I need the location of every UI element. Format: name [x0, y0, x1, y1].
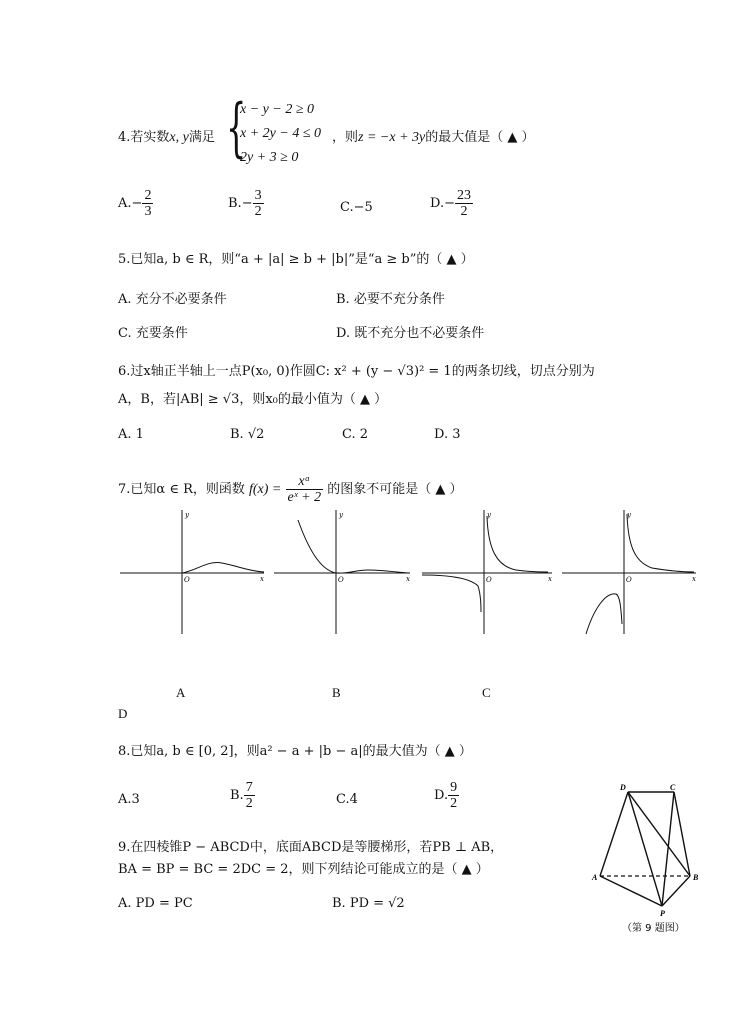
- q4-ineq1: x − y − 2 ≥ 0: [240, 102, 315, 117]
- q9-option-a: A. PD = PC: [118, 896, 193, 911]
- frac-num: 9: [450, 780, 458, 795]
- option-letter: A.: [118, 792, 132, 807]
- q9-pyramid-figure: [590, 780, 708, 940]
- curve: [182, 562, 264, 573]
- q4-mid: 满足: [188, 130, 215, 145]
- q4-option-d: [430, 188, 473, 219]
- option-sign: −: [241, 196, 253, 211]
- q7-graph-b: [272, 508, 414, 638]
- option-sign: −: [444, 196, 455, 211]
- option-fraction: [448, 780, 459, 811]
- q4-target: z = −x + 3y: [358, 130, 426, 145]
- q4-option-c: [340, 200, 373, 215]
- q5-option-c: C. 充要条件: [118, 326, 188, 341]
- frac-num: 3: [254, 188, 262, 203]
- frac-den: 2: [245, 796, 253, 811]
- q4-pre: 4.若实数: [118, 130, 170, 145]
- q6-line1: 6.过x轴正半轴上一点P(x₀, 0)作圆C: x² + (y − √3)² = 1的两条切线，切点分别为: [118, 364, 595, 379]
- option-letter: B.: [228, 196, 242, 211]
- option-letter: C.: [340, 200, 354, 215]
- option-letter: D.: [434, 788, 449, 803]
- q8-option-d: [434, 780, 459, 811]
- curve-right: [487, 516, 548, 572]
- point-a-label: A: [592, 873, 598, 882]
- q9-line2: BA = BP = BC = 2DC = 2，则下列结论可能成立的是（ ▲ ）: [118, 862, 489, 877]
- frac-num: 2: [144, 188, 152, 203]
- option-fraction: [253, 188, 264, 219]
- q9-line1: 9.在四棱锥P − ABCD中，底面ABCD是等腰梯形，若PB ⊥ AB，: [118, 840, 504, 855]
- curve-right: [627, 514, 694, 572]
- q7-graph-a: [118, 508, 270, 638]
- q8-option-b: [230, 780, 255, 811]
- frac-num: xᵅ: [286, 474, 324, 490]
- figure-caption: （第 9 题图）: [622, 923, 685, 934]
- y-label: y: [487, 511, 491, 519]
- q5-option-b: B. 必要不充分条件: [336, 292, 445, 307]
- y-label: y: [185, 511, 189, 519]
- origin-label: O: [338, 576, 344, 584]
- edge-ap: [600, 876, 662, 906]
- frac-den: 2: [460, 204, 468, 219]
- frac-den: 3: [144, 204, 152, 219]
- point-p-label: P: [660, 909, 665, 918]
- frac-num: 7: [245, 780, 253, 795]
- edge-cp: [662, 792, 674, 906]
- x-label: x: [406, 575, 410, 583]
- option-fraction: [455, 188, 473, 219]
- point-d-label: D: [620, 783, 626, 792]
- frac-den: 2: [254, 204, 262, 219]
- option-fraction: [244, 780, 255, 811]
- frac-num: 23: [457, 188, 471, 203]
- option-text: 3: [131, 792, 140, 807]
- q4-ineq3: 2y + 3 ≥ 0: [240, 150, 299, 165]
- q6-option-b: B. √2: [230, 427, 265, 442]
- option-text: 4: [349, 792, 358, 807]
- q7-label-c: C: [482, 685, 491, 700]
- q8-stem: 8.已知a, b ∈ [0, 2]，则a² − a + |b − a|的最大值为（ ▲ ）: [118, 744, 472, 759]
- point-c-label: C: [670, 783, 676, 792]
- q4-tail: 的最大值是（ ▲ ）: [425, 130, 535, 145]
- q7-label-b: B: [332, 685, 341, 700]
- q7-stem: [118, 474, 463, 505]
- q7-label-a: A: [176, 685, 186, 700]
- origin-label: O: [626, 576, 632, 584]
- q7-fraction: [286, 474, 324, 505]
- option-fraction: [142, 188, 153, 219]
- edge-da: [600, 792, 628, 876]
- q9-option-b: B. PD = √2: [332, 896, 405, 911]
- edge-db: [628, 792, 690, 876]
- option-letter: A.: [118, 196, 132, 211]
- q7-graph-c: [420, 508, 556, 638]
- curve: [298, 520, 410, 573]
- origin-label: O: [486, 576, 492, 584]
- q8-option-a: [118, 792, 140, 807]
- q6-option-a: A. 1: [118, 427, 144, 442]
- option-letter: D.: [430, 196, 445, 211]
- curve-left: [586, 594, 622, 634]
- q4-post: ，则: [332, 130, 359, 145]
- curve-left: [422, 575, 481, 612]
- q4-vars: x, y: [169, 130, 189, 145]
- option-text: −5: [353, 200, 373, 215]
- q5-option-a: A. 充分不必要条件: [118, 292, 227, 307]
- y-label: y: [627, 511, 631, 519]
- x-label: x: [548, 575, 552, 583]
- edge-cb: [674, 792, 690, 876]
- option-letter: B.: [230, 788, 244, 803]
- point-b-label: B: [693, 873, 699, 882]
- option-sign: −: [131, 196, 143, 211]
- q5-option-d: D. 既不充分也不必要条件: [336, 326, 485, 341]
- q4-option-b: [228, 188, 264, 219]
- x-label: x: [692, 575, 696, 583]
- edge-dp: [628, 792, 662, 906]
- q4-brace: {: [226, 91, 247, 165]
- q4-stem: [118, 126, 215, 146]
- edge-bp: [662, 876, 690, 906]
- q4-ineq2: x + 2y − 4 ≤ 0: [240, 126, 322, 141]
- frac-den: 2: [450, 796, 458, 811]
- q6-option-c: C. 2: [342, 427, 369, 442]
- x-label: x: [260, 575, 264, 583]
- q5-stem: 5.已知a, b ∈ R，则“a + |a| ≥ b + |b|”是“a ≥ b”的（ ▲ ）: [118, 252, 474, 267]
- option-letter: C.: [336, 792, 350, 807]
- q7-label-d: D: [118, 706, 128, 721]
- q7-fx: f(x) =: [249, 482, 282, 497]
- q7-pre: 7.已知α ∈ R，则函数: [118, 482, 245, 497]
- q6-option-d: D. 3: [434, 427, 461, 442]
- q4-stem-tail: [332, 126, 535, 146]
- y-label: y: [339, 511, 343, 519]
- q4-option-a: [118, 188, 153, 219]
- q4-system: [240, 98, 321, 170]
- frac-den: eˣ + 2: [287, 490, 322, 505]
- origin-label: O: [184, 576, 190, 584]
- q7-tail: 的图象不可能是（ ▲ ）: [327, 482, 463, 497]
- q7-graph-d: [560, 508, 700, 638]
- q6-line2: A，B，若|AB| ≥ √3，则x₀的最小值为（ ▲ ）: [118, 392, 388, 407]
- q8-option-c: [336, 792, 358, 807]
